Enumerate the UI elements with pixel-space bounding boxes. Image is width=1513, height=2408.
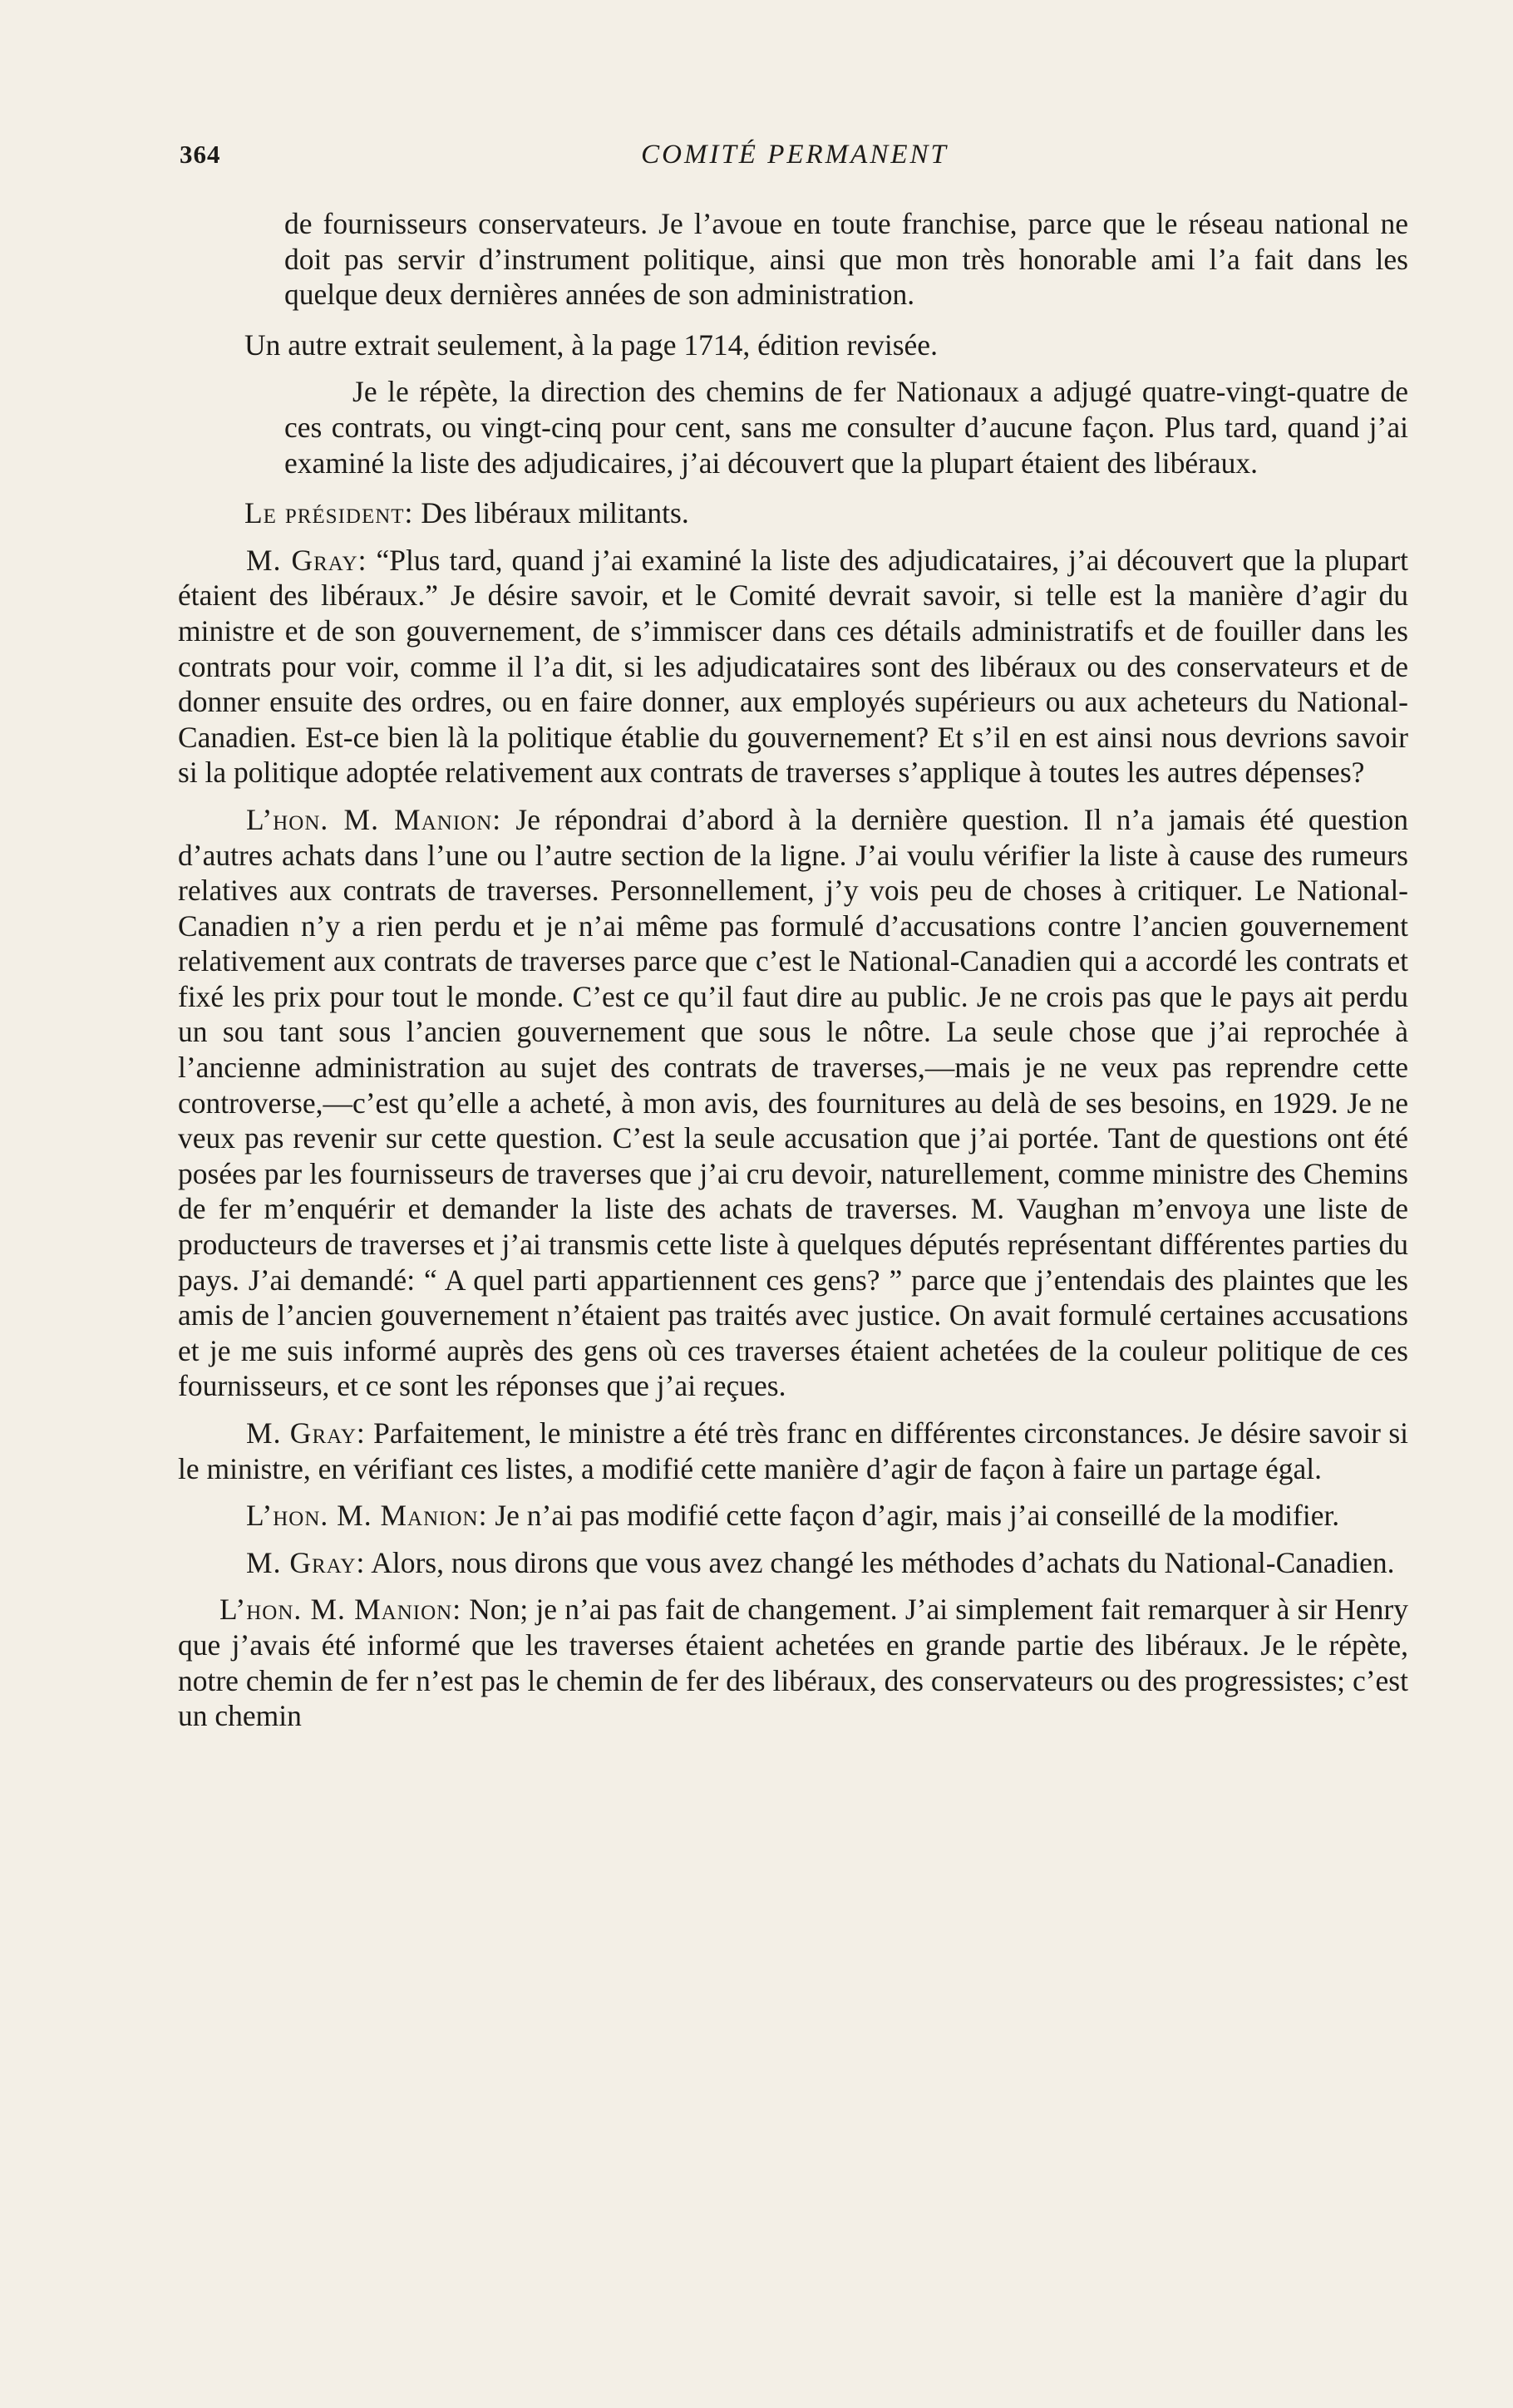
speaker-name: M. Gray: — [246, 1545, 366, 1579]
body-text — [178, 206, 1408, 1734]
speech-paragraph — [178, 543, 1408, 790]
speech-paragraph — [244, 495, 1408, 531]
citation-paragraph — [244, 327, 1408, 363]
speech-paragraph — [178, 1545, 1408, 1581]
page-header — [180, 140, 1410, 176]
speech-paragraph — [178, 1498, 1408, 1534]
speech-paragraph — [178, 1416, 1408, 1486]
paragraph-text: Je le répète, la direction des chemins de fer Nationaux a adjugé quatre-vingt-quatre de ces contrats, ou vingt-cinq pour cent, sans me consulter d’aucune façon. Plus tard, quand j’ai examiné la liste des adjudicaires, j’ai découvert que la plupart étaient des libéraux. — [284, 375, 1408, 480]
speech-text: Alors, nous dirons que vous avez changé les méthodes d’achats du National-Canadien. — [365, 1545, 1395, 1579]
speaker-name: M. Gray: — [246, 1416, 366, 1450]
speaker-name: M. Gray: — [246, 543, 367, 577]
speech-text: “Plus tard, quand j’ai examiné la liste des adjudicataires, j’ai découvert que la plupart étaient des libéraux.” Je désire savoir, et le Comité devrait savoir, si telle est la manière d’agir du ministre et de son gouvernement, de s’immiscer dans ces détails administratifs et de fouiller dans les contrats pour voir, comme il l’a dit, si les adjudicataires sont des libéraux ou des conservateurs et de donner ensuite des ordres, ou en faire donner, aux employés supérieurs ou aux acheteurs du National-Canadien. Est-ce bien là la politique établie du gouvernement? Et s’il en est ainsi nous devrions savoir si la politique adoptée relativement aux contrats de traverses s’applique à toutes les autres dépenses? — [178, 543, 1408, 790]
paragraph-text: de fournisseurs conservateurs. Je l’avoue en toute franchise, parce que le réseau national ne doit pas servir d’instrument politique, ainsi que mon très honorable ami l’a fait dans les quelque deux dernières années de son administration. — [284, 207, 1408, 312]
speaker-name: L’hon. M. Manion: — [246, 802, 502, 836]
speech-text: Je n’ai pas modifié cette façon d’agir, mais j’ai conseillé de la modifier. — [487, 1499, 1340, 1533]
quoted-paragraph — [284, 374, 1408, 480]
speech-text: Parfaitement, le ministre a été très franc en différentes circonstances. Je désire savoir si le ministre, en vérifiant ces listes, a modifié cette manière d’agir de façon à faire un partage égal. — [178, 1416, 1409, 1485]
speech-paragraph — [178, 1592, 1408, 1733]
speech-text: Non; je n’ai pas fait de changement. J’ai simplement fait remarquer à sir Henry que j’avais été informé que les traverses étaient achetées en grande partie des libéraux. Je le répète, notre chemin de fer n’est pas le chemin de fer des libéraux, des conservateurs ou des progressistes; c’est un chemin — [178, 1593, 1408, 1733]
speaker-name: L’hon. M. Manion: — [246, 1499, 488, 1533]
speaker-name: L’hon. M. Manion: — [219, 1593, 462, 1627]
speaker-name: Le président: — [244, 496, 414, 530]
running-title: COMITÉ PERMANENT — [641, 140, 949, 170]
speech-text: Des libéraux militants. — [413, 496, 689, 530]
speech-paragraph — [178, 802, 1408, 1404]
speech-text: Je répondrai d’abord à la dernière question. Il n’a jamais été question d’autres achats dans l’une ou l’autre section de la ligne. J’ai voulu vérifier la liste à cause des rumeurs relatives aux contrats de traverses. Personnellement, j’y vois peu de choses à critiquer. Le National-Canadien n’y a rien perdu et je n’ai même pas formulé d’accusations contre l’ancien gouvernement relativement aux contrats de traverses parce que c’est le National-Canadien qui a accordé les contrats et fixé les prix pour tout le monde. C’est ce qu’il faut dire au public. Je ne crois pas que le pays ait perdu un sou tant sous l’ancien gouvernement que sous le nôtre. La seule chose que j’ai reprochée à l’ancienne administration au sujet des contrats de traverses,—mais je ne veux pas reprendre cette controverse,—c’est qu’elle a acheté, à mon avis, des fournitures au delà de ses besoins, en 1929. Je ne veux pas revenir sur cette question. C’est la seule accusation que j’ai portée. Tant de questions ont été posées par les fournisseurs de traverses que j’ai cru devoir, naturellement, comme ministre des Chemins de fer m’enquérir et demander la liste des achats de traverses. M. Vaughan m’envoya une liste de producteurs de traverses et j’ai transmis cette liste à quelques députés représentant différentes parties du pays. J’ai demandé: “ A quel parti appartiennent ces gens? ” parce que j’entendais des plaintes que les amis de l’ancien gouvernement n’étaient pas traités avec justice. On avait formulé certaines accusations et je me suis informé auprès des gens où ces traverses étaient achetées de la couleur politique de ces fournisseurs, et ce sont les réponses que j’ai reçues. — [178, 802, 1409, 1403]
page-number: 364 — [180, 140, 221, 169]
quoted-paragraph-continuation — [284, 206, 1408, 313]
paragraph-text: Un autre extrait seulement, à la page 1714, édition revisée. — [244, 327, 938, 362]
